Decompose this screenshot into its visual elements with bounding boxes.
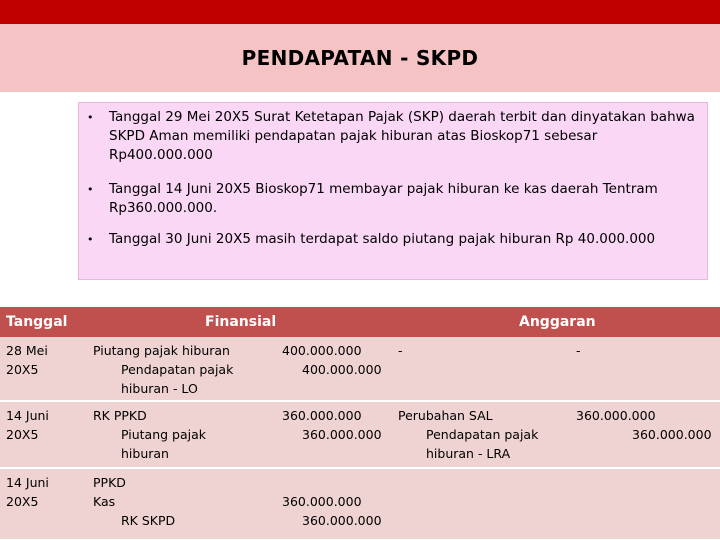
credit-amount: 360.000.000 [302, 427, 382, 442]
date-line: 20X5 [6, 427, 39, 442]
info-bullet-1 [87, 108, 699, 165]
debit-amount: 360.000.000 [282, 408, 362, 423]
finansial-accounts [93, 473, 175, 530]
debit-account: Kas [93, 494, 116, 509]
column-header-tanggal: Tanggal [6, 314, 68, 330]
anggaran-amounts [576, 341, 581, 360]
debit-account: Perubahan SAL [398, 408, 493, 423]
date-line: 14 Juni [6, 408, 49, 423]
info-box [78, 102, 708, 280]
finansial-amounts [282, 341, 382, 379]
credit-account: hiburan - LO [121, 381, 198, 396]
bullet-text: Tanggal 30 Juni 20X5 masih terdapat saldo piutang pajak hiburan Rp 40.000.000 [109, 231, 656, 247]
info-bullet-3 [87, 230, 699, 249]
bullet-dot-icon: • [87, 111, 94, 124]
finansial-amounts [282, 406, 382, 444]
finansial-accounts [93, 341, 233, 398]
debit-amount: 360.000.000 [282, 494, 362, 509]
finansial-accounts [93, 406, 206, 463]
date-line: 28 Mei [6, 343, 48, 358]
column-header-finansial: Finansial [205, 314, 277, 330]
journal-table [0, 307, 720, 540]
debit-account: PPKD [93, 475, 126, 490]
credit-account: Pendapatan pajak [426, 427, 539, 442]
date-line: 14 Juni [6, 475, 49, 490]
debit-account: - [398, 343, 403, 358]
bullet-text: Tanggal 14 Juni 20X5 Bioskop71 membayar pajak hiburan ke kas daerah Tentram Rp360.000.000. [109, 181, 658, 216]
credit-account: Pendapatan pajak [121, 362, 234, 377]
row-date [6, 341, 48, 379]
row-date [6, 406, 49, 444]
bullet-dot-icon: • [87, 183, 94, 196]
anggaran-accounts [398, 341, 403, 360]
credit-account: Piutang pajak [121, 427, 207, 442]
table-header [0, 307, 720, 337]
date-line: 20X5 [6, 494, 39, 509]
finansial-amounts [282, 492, 382, 530]
row-date [6, 473, 49, 511]
table-row [0, 402, 720, 468]
column-header-anggaran: Anggaran [519, 314, 596, 330]
debit-amount: 360.000.000 [576, 408, 656, 423]
debit-account: RK PPKD [93, 408, 147, 423]
credit-amount: 400.000.000 [302, 362, 382, 377]
table-row [0, 337, 720, 401]
date-line: 20X5 [6, 362, 39, 377]
anggaran-amounts [576, 406, 712, 444]
bullet-text: Tanggal 29 Mei 20X5 Surat Ketetapan Pajak (SKP) daerah terbit dan dinyatakan bahwa SKPD Aman memiliki pendapatan pajak hiburan atas Bioskop71 sebesar Rp400.000.000 [109, 109, 695, 163]
credit-account: RK SKPD [121, 513, 176, 528]
anggaran-accounts [398, 406, 538, 463]
info-bullet-2 [87, 180, 699, 218]
credit-account: hiburan [121, 446, 169, 461]
credit-amount: 360.000.000 [302, 513, 382, 528]
debit-account: Piutang pajak hiburan [93, 343, 230, 358]
credit-account: hiburan - LRA [426, 446, 511, 461]
top-accent-bar [0, 0, 720, 24]
bullet-dot-icon: • [87, 233, 94, 246]
debit-amount: 400.000.000 [282, 343, 362, 358]
page-title: PENDAPATAN - SKPD [241, 46, 479, 70]
table-row [0, 469, 720, 540]
credit-amount: 360.000.000 [632, 427, 712, 442]
debit-amount: - [576, 343, 581, 358]
